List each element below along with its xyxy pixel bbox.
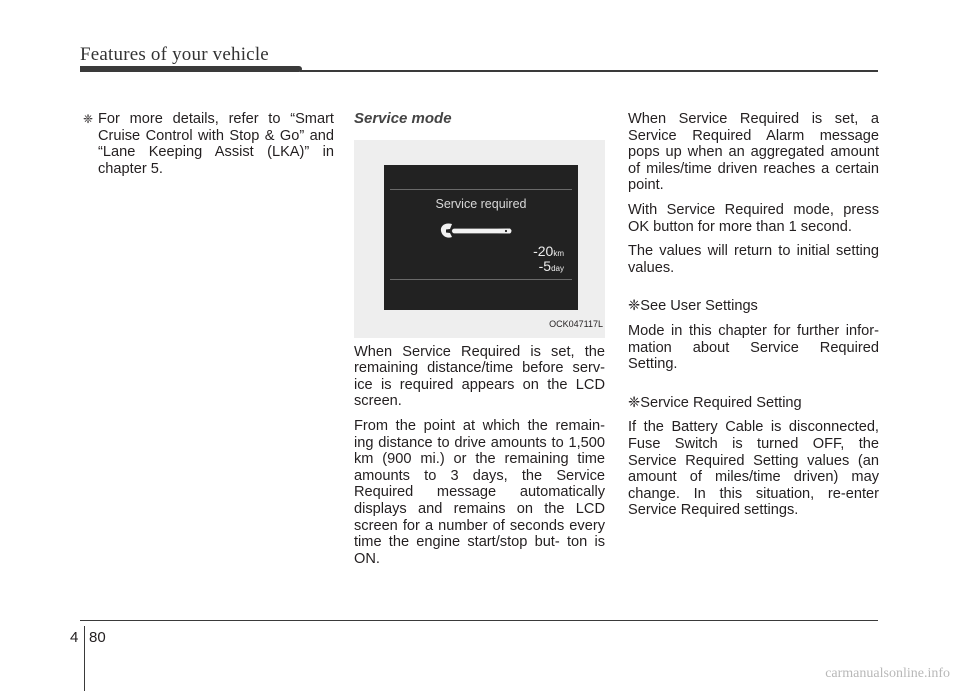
column-right [628,111,879,527]
figure-service-required-display [354,140,605,338]
column-left [83,111,334,177]
note-text: For more details, refer to “Smart Cruise Control with Stop & Go” and “Lane Keeping Assist (LKA)” in chapter 5. [98,111,334,177]
watermark: carmanualsonline.info [825,666,950,681]
paragraph: When Service Required is set, a Service Required Alarm message pops up when an aggregated amount of miles/time driven reaches a certain point. [628,111,879,194]
paragraph: With Service Required mode, press OK button for more than 1 second. [628,201,879,235]
paragraph: Mode in this chapter for further infor- mation about Service Required Setting. [628,322,879,373]
spacer [628,284,879,298]
paragraph: If the Battery Cable is disconnected, Fuse Switch is turned OFF, the Service Required Setting values (an amount of miles/time driven) may change. In this situation, re-enter Service Required settings. [628,419,879,519]
km-value: -20 [533,242,554,259]
page-section-number: 4 [70,629,79,646]
wrench-icon [440,220,514,242]
column-middle [354,111,605,575]
footer-rule [80,620,878,621]
note-see-user-settings [628,298,879,315]
spacer [628,381,879,395]
km-unit: km [553,248,564,258]
header-rule-thin [300,70,878,72]
note-mark: ❈ [628,298,641,315]
screen-divider-bottom [390,279,572,280]
section-heading-service-mode: Service mode [354,110,452,127]
note-title: See User Settings [640,298,758,315]
header-rule-thick [80,66,302,72]
note-title: Service Required Setting [640,394,802,411]
paragraph: From the point at which the remain- ing distance to drive amounts to 1,500 km (900 mi.) or the remaining time amounts to 3 days, the Service Required message automatically displays and remains on the LCD screen for a number of seconds every time the engine start/stop but- ton is ON. [354,417,605,567]
note-more-details [83,111,334,177]
day-unit: day [551,263,564,273]
screen-service-message: Service required [435,196,527,211]
header-title: Features of your vehicle [80,44,269,65]
figure-code: OCK047117L [549,319,603,329]
page-number: 80 [89,629,106,646]
note-mark: ❈ [628,394,641,411]
lcd-screen [384,165,578,310]
day-value: -5 [538,257,552,274]
remaining-days [539,258,564,278]
paragraph: When Service Required is set, the remaining distance/time before serv- ice is required appears on the LCD screen. [354,343,605,410]
page-number-divider [84,626,85,691]
paragraph: The values will return to initial setting values. [628,243,879,276]
note-service-required-setting [628,395,879,412]
note-mark: ❈ [83,112,94,126]
screen-divider-top [390,189,572,190]
